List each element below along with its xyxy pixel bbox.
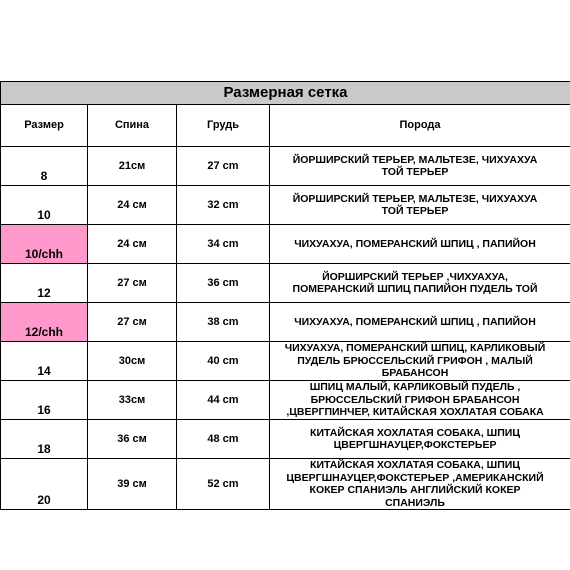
size-cell: 10	[1, 186, 88, 225]
chest-cell: 34 cm	[177, 225, 270, 264]
size-cell: 18	[1, 420, 88, 459]
table-row	[1, 225, 570, 264]
chest-cell: 27 cm	[177, 147, 270, 186]
size-chart-sheet	[0, 81, 570, 510]
table-row	[1, 381, 570, 420]
back-cell: 24 см	[88, 186, 177, 225]
back-cell: 36 см	[88, 420, 177, 459]
size-chart-table	[0, 81, 570, 510]
size-cell: 8	[1, 147, 88, 186]
chest-cell: 44 cm	[177, 381, 270, 420]
breed-cell: ЙОРШИРСКИЙ ТЕРЬЕР, МАЛЬТЕЗЕ, ЧИХУАХУА ТОЙ ТЕРЬЕР	[270, 147, 570, 186]
breed-cell: ЧИХУАХУА, ПОМЕРАНСКИЙ ШПИЦ , ПАПИЙОН	[270, 303, 570, 342]
breed-cell: КИТАЙСКАЯ ХОХЛАТАЯ СОБАКА, ШПИЦ ЦВЕРГШНАУЦЕР,ФОКСТЕРЬЕР ,АМЕРИКАНСКИЙ КОКЕР СПАНИЭЛЬ АНГЛИЙСКИЙ КОКЕР СПАНИЭЛЬ	[270, 459, 570, 510]
table-row	[1, 420, 570, 459]
title-row	[1, 82, 570, 105]
header-chest: Грудь	[177, 105, 270, 147]
table-row	[1, 147, 570, 186]
back-cell: 21см	[88, 147, 177, 186]
back-cell: 27 см	[88, 264, 177, 303]
breed-cell: ЧИХУАХУА, ПОМЕРАНСКИЙ ШПИЦ, КАРЛИКОВЫЙ ПУДЕЛЬ БРЮССЕЛЬСКИЙ ГРИФОН , МАЛЫЙ БРАБАНСОН	[270, 342, 570, 381]
breed-cell: КИТАЙСКАЯ ХОХЛАТАЯ СОБАКА, ШПИЦ ЦВЕРГШНАУЦЕР,ФОКСТЕРЬЕР	[270, 420, 570, 459]
size-cell: 14	[1, 342, 88, 381]
back-cell: 30см	[88, 342, 177, 381]
chest-cell: 40 cm	[177, 342, 270, 381]
size-cell: 20	[1, 459, 88, 510]
table-row	[1, 342, 570, 381]
header-breed: Порода	[270, 105, 570, 147]
breed-cell: ЙОРШИРСКИЙ ТЕРЬЕР, МАЛЬТЕЗЕ, ЧИХУАХУА ТОЙ ТЕРЬЕР	[270, 186, 570, 225]
table-row	[1, 186, 570, 225]
back-cell: 39 см	[88, 459, 177, 510]
header-row	[1, 105, 570, 147]
size-cell: 10/chh	[1, 225, 88, 264]
table-row	[1, 264, 570, 303]
breed-cell: ШПИЦ МАЛЫЙ, КАРЛИКОВЫЙ ПУДЕЛЬ , БРЮССЕЛЬСКИЙ ГРИФОН БРАБАНСОН ,ЦВЕРГПИНЧЕР, КИТАЙСКАЯ ХОХЛАТАЯ СОБАКА	[270, 381, 570, 420]
size-cell: 12	[1, 264, 88, 303]
back-cell: 33см	[88, 381, 177, 420]
chest-cell: 38 cm	[177, 303, 270, 342]
size-cell: 16	[1, 381, 88, 420]
chest-cell: 48 cm	[177, 420, 270, 459]
back-cell: 27 см	[88, 303, 177, 342]
size-cell: 12/chh	[1, 303, 88, 342]
table-title: Размерная сетка	[1, 82, 570, 105]
table-row	[1, 303, 570, 342]
breed-cell: ЙОРШИРСКИЙ ТЕРЬЕР ,ЧИХУАХУА, ПОМЕРАНСКИЙ ШПИЦ ПАПИЙОН ПУДЕЛЬ ТОЙ	[270, 264, 570, 303]
back-cell: 24 см	[88, 225, 177, 264]
table-row	[1, 459, 570, 510]
chest-cell: 36 cm	[177, 264, 270, 303]
header-size: Размер	[1, 105, 88, 147]
chest-cell: 52 cm	[177, 459, 270, 510]
header-back: Спина	[88, 105, 177, 147]
chest-cell: 32 cm	[177, 186, 270, 225]
breed-cell: ЧИХУАХУА, ПОМЕРАНСКИЙ ШПИЦ , ПАПИЙОН	[270, 225, 570, 264]
